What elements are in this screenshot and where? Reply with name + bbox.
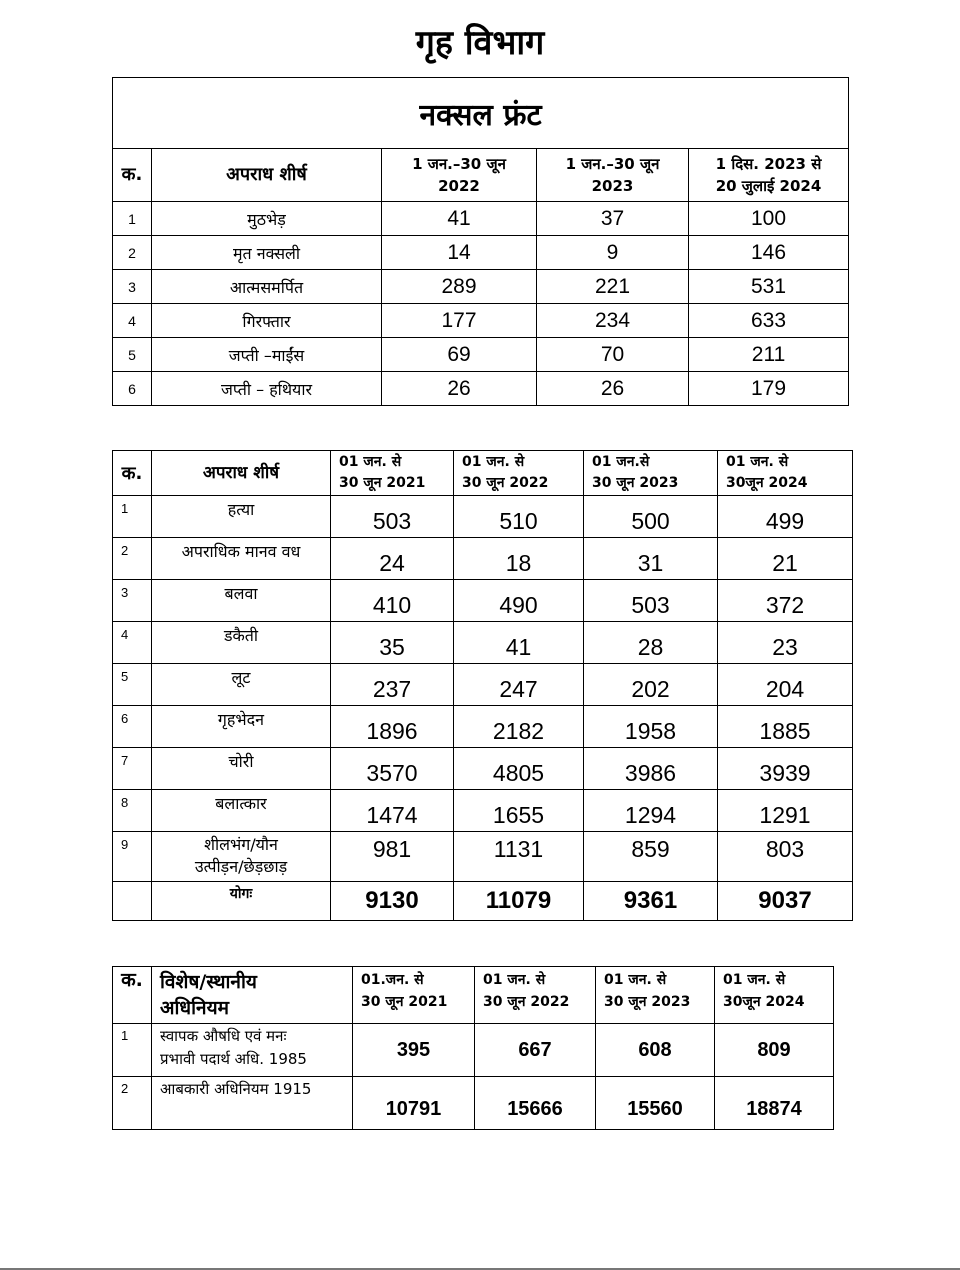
header-act [152, 967, 353, 1024]
header-period-1-line2: 2022 [438, 177, 480, 195]
row-value: 503 [584, 580, 718, 622]
row-value: 608 [596, 1024, 715, 1077]
row-value: 37 [537, 202, 689, 236]
row-act-line1: स्वापक औषधि एवं मनः [160, 1027, 287, 1045]
row-head: मुठभेड़ [152, 202, 382, 236]
row-head: गृहभेदन [152, 706, 331, 748]
row-value: 1885 [718, 706, 853, 748]
row-value: 633 [689, 304, 849, 338]
row-value: 1896 [331, 706, 454, 748]
row-value: 41 [454, 622, 584, 664]
row-value: 15666 [475, 1077, 596, 1130]
row-value: 9 [537, 236, 689, 270]
header-period-4 [715, 967, 834, 1024]
row-value: 10791 [353, 1077, 475, 1130]
row-sn: 9 [113, 832, 152, 882]
row-value: 21 [718, 538, 853, 580]
row-sn: 6 [113, 706, 152, 748]
crime-head-table [112, 450, 853, 921]
table-row [113, 496, 853, 538]
naxal-front-banner: नक्सल फ्रंट [113, 78, 849, 149]
row-value: 100 [689, 202, 849, 236]
row-value: 28 [584, 622, 718, 664]
row-value: 531 [689, 270, 849, 304]
row-value: 14 [382, 236, 537, 270]
row-value: 247 [454, 664, 584, 706]
row-head: मृत नक्सली [152, 236, 382, 270]
table-row [113, 622, 853, 664]
table-row [113, 580, 853, 622]
header-period-3-line1: 01 जन. से [604, 972, 667, 988]
total-value: 9130 [331, 882, 454, 921]
row-value: 26 [537, 372, 689, 406]
table-row [113, 270, 849, 304]
row-head: चोरी [152, 748, 331, 790]
header-period-3 [689, 149, 849, 202]
table-row [113, 790, 853, 832]
row-act [152, 1024, 353, 1077]
header-period-4 [718, 451, 853, 496]
row-act-line2: प्रभावी पदार्थ अधि. 1985 [160, 1050, 307, 1068]
row-value: 499 [718, 496, 853, 538]
header-crime-head: अपराध शीर्ष [152, 149, 382, 202]
row-value: 395 [353, 1024, 475, 1077]
row-value: 18 [454, 538, 584, 580]
total-value: 11079 [454, 882, 584, 921]
row-value: 510 [454, 496, 584, 538]
table-row [113, 304, 849, 338]
header-period-2 [475, 967, 596, 1024]
table-row [113, 338, 849, 372]
total-value: 9361 [584, 882, 718, 921]
row-head: लूट [152, 664, 331, 706]
row-value: 146 [689, 236, 849, 270]
header-sn: क. [113, 451, 152, 496]
row-value: 179 [689, 372, 849, 406]
row-value: 1291 [718, 790, 853, 832]
header-period-1-line1: 01.जन. से [361, 972, 424, 988]
header-period-3-line2: 20 जुलाई 2024 [715, 177, 822, 195]
row-head: डकैती [152, 622, 331, 664]
special-acts-table [112, 966, 834, 1130]
row-sn: 2 [113, 1077, 152, 1130]
row-value: 372 [718, 580, 853, 622]
row-value: 500 [584, 496, 718, 538]
header-period-4-line1: 01 जन. से [726, 454, 789, 470]
header-period-2-line2: 30 जून 2022 [483, 994, 570, 1010]
row-sn: 5 [113, 338, 152, 372]
table-row [113, 1024, 834, 1077]
row-value: 237 [331, 664, 454, 706]
row-value: 803 [718, 832, 853, 882]
row-value: 410 [331, 580, 454, 622]
total-row [113, 882, 853, 921]
header-period-2-line1: 1 जन.–30 जून [565, 155, 660, 173]
row-value: 221 [537, 270, 689, 304]
header-period-1-line2: 30 जून 2021 [339, 475, 426, 491]
row-value: 15560 [596, 1077, 715, 1130]
row-value: 1958 [584, 706, 718, 748]
row-sn: 5 [113, 664, 152, 706]
row-value: 70 [537, 338, 689, 372]
row-sn: 8 [113, 790, 152, 832]
row-head: अपराधिक मानव वध [152, 538, 331, 580]
table-row [113, 236, 849, 270]
row-value: 3570 [331, 748, 454, 790]
row-sn: 3 [113, 270, 152, 304]
row-value: 503 [331, 496, 454, 538]
header-period-2 [537, 149, 689, 202]
row-value: 490 [454, 580, 584, 622]
header-period-3 [596, 967, 715, 1024]
table-row [113, 1077, 834, 1130]
row-value: 18874 [715, 1077, 834, 1130]
row-sn: 3 [113, 580, 152, 622]
table-row [113, 748, 853, 790]
table-row [113, 706, 853, 748]
total-label: योगः [152, 882, 331, 921]
row-head: बलवा [152, 580, 331, 622]
row-sn: 1 [113, 202, 152, 236]
row-sn: 6 [113, 372, 152, 406]
row-value: 24 [331, 538, 454, 580]
row-value: 859 [584, 832, 718, 882]
header-period-2-line1: 01 जन. से [483, 972, 546, 988]
row-value: 981 [331, 832, 454, 882]
row-head: गिरफ्तार [152, 304, 382, 338]
row-sn: 2 [113, 538, 152, 580]
total-sn-empty [113, 882, 152, 921]
row-sn: 4 [113, 622, 152, 664]
table-row [113, 538, 853, 580]
header-period-2-line1: 01 जन. से [462, 454, 525, 470]
row-sn: 7 [113, 748, 152, 790]
total-value: 9037 [718, 882, 853, 921]
row-head [152, 832, 331, 882]
header-period-3-line2: 30 जून 2023 [604, 994, 691, 1010]
row-value: 35 [331, 622, 454, 664]
row-value: 1474 [331, 790, 454, 832]
row-head-line1: शीलभंग/यौन [204, 835, 278, 854]
row-value: 23 [718, 622, 853, 664]
header-period-2-line2: 30 जून 2022 [462, 475, 549, 491]
row-sn: 2 [113, 236, 152, 270]
naxal-front-table [112, 77, 849, 406]
header-period-4-line1: 01 जन. से [723, 972, 786, 988]
header-period-3 [584, 451, 718, 496]
table-row [113, 372, 849, 406]
row-head: आत्मसमर्पित [152, 270, 382, 304]
row-value: 1655 [454, 790, 584, 832]
header-period-3-line1: 1 दिस. 2023 से [715, 155, 822, 173]
header-period-3-line1: 01 जन.से [592, 454, 650, 470]
row-head-line2: उत्पीड़न/छेड़छाड़ [194, 857, 288, 876]
row-value: 809 [715, 1024, 834, 1077]
header-period-1-line2: 30 जून 2021 [361, 994, 448, 1010]
header-period-2-line2: 2023 [591, 177, 634, 195]
row-head: बलात्कार [152, 790, 331, 832]
row-value: 204 [718, 664, 853, 706]
header-period-2 [454, 451, 584, 496]
header-act-line1: विशेष/स्थानीय [160, 971, 257, 993]
row-sn: 4 [113, 304, 152, 338]
row-head: जप्ती –माईंस [152, 338, 382, 372]
header-period-1 [353, 967, 475, 1024]
header-period-3-line2: 30 जून 2023 [592, 475, 679, 491]
table-row [113, 202, 849, 236]
page-title: गृह विभाग [415, 23, 545, 63]
row-value: 3939 [718, 748, 853, 790]
table-row [113, 832, 853, 882]
header-period-1-line1: 1 जन.–30 जून [412, 155, 506, 173]
row-value: 177 [382, 304, 537, 338]
header-period-4-line2: 30जून 2024 [723, 994, 805, 1010]
row-value: 289 [382, 270, 537, 304]
row-value: 1131 [454, 832, 584, 882]
row-value: 31 [584, 538, 718, 580]
header-period-1-line1: 01 जन. से [339, 454, 402, 470]
row-value: 1294 [584, 790, 718, 832]
header-period-4-line2: 30जून 2024 [726, 475, 808, 491]
row-value: 26 [382, 372, 537, 406]
row-sn: 1 [113, 1024, 152, 1077]
header-crime-head: अपराध शीर्ष [152, 451, 331, 496]
header-period-1 [382, 149, 537, 202]
row-value: 4805 [454, 748, 584, 790]
row-sn: 1 [113, 496, 152, 538]
row-value: 3986 [584, 748, 718, 790]
row-act: आबकारी अधिनियम 1915 [152, 1077, 353, 1130]
row-value: 41 [382, 202, 537, 236]
row-value: 2182 [454, 706, 584, 748]
row-value: 69 [382, 338, 537, 372]
header-period-1 [331, 451, 454, 496]
row-value: 211 [689, 338, 849, 372]
row-value: 667 [475, 1024, 596, 1077]
header-sn: क. [113, 149, 152, 202]
row-value: 234 [537, 304, 689, 338]
row-head: हत्या [152, 496, 331, 538]
table-row [113, 664, 853, 706]
row-value: 202 [584, 664, 718, 706]
header-sn: क. [113, 967, 152, 1024]
row-head: जप्ती – हथियार [152, 372, 382, 406]
header-act-line2: अधिनियम [160, 997, 229, 1019]
